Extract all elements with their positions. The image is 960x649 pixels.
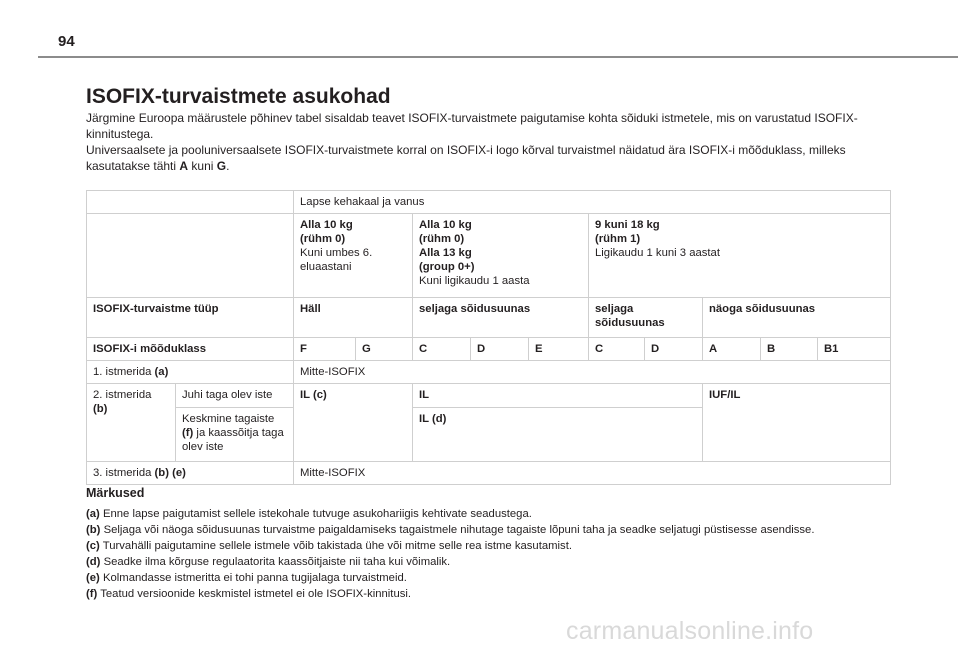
- row2-ref: (b): [93, 403, 108, 415]
- row2-il-d: IL (d): [413, 408, 703, 462]
- note-text: Teatud versioonide keskmistel istmetel ei ole ISOFIX-kinnitusi.: [97, 588, 412, 600]
- row3-label: [87, 462, 294, 485]
- note-item: [86, 522, 906, 538]
- note-text: Kolmandasse istmeritta ei tohi panna tugijalaga turvaistmeid.: [99, 572, 407, 584]
- class-cell: B1: [818, 338, 891, 361]
- type-cell: Häll: [294, 298, 413, 338]
- type-cell: seljaga sõidusuunas: [413, 298, 589, 338]
- row1-label-text: 1. istmerida: [93, 366, 155, 378]
- type-cell: näoga sõidusuunas: [703, 298, 891, 338]
- type-label: ISOFIX-turvaistme tüüp: [87, 298, 294, 338]
- class-cell: C: [413, 338, 471, 361]
- class-letter-a: A: [179, 159, 189, 173]
- class-cell: A: [703, 338, 761, 361]
- class-cell: G: [356, 338, 413, 361]
- row2-il-c: IL (c): [294, 384, 413, 462]
- note-key: (f): [86, 588, 98, 600]
- group-cell: [294, 214, 413, 298]
- row3-ref: (b) (e): [154, 467, 186, 479]
- group-cell: [589, 214, 891, 298]
- group-line: (rühm 0): [419, 233, 465, 245]
- class-cell: B: [761, 338, 818, 361]
- row2-sub2-text-after: ja kaassõitja taga olev iste: [182, 427, 284, 453]
- note-text: Seljaga või näoga sõidusuunas turvaistme paigaldamiseks tagaistmele nihutage tagaiste lõpuni taha ja seadke seljatugi püstisesse asendisse.: [100, 524, 815, 536]
- row3-value: Mitte-ISOFIX: [294, 462, 891, 485]
- table-row: [87, 384, 891, 408]
- row1-label: [87, 361, 294, 384]
- table-row: [87, 361, 891, 384]
- isofix-table: [86, 190, 891, 485]
- group-line: Alla 13 kg: [419, 247, 472, 259]
- note-text: Turvahälli paigutamine sellele istmele võib takistada ühe või mitme selle rea istme kasutamist.: [99, 540, 572, 552]
- group-desc: Kuni umbes 6. eluaastani: [300, 247, 373, 273]
- class-cell: F: [294, 338, 356, 361]
- note-text: Seadke ilma kõrguse regulaatorita kaassõitjaiste nii taha kui võimalik.: [100, 556, 451, 568]
- group-line: Alla 10 kg: [419, 219, 472, 231]
- group-line: Alla 10 kg: [300, 219, 353, 231]
- intro-kuni: kuni: [188, 159, 217, 173]
- class-cell: C: [589, 338, 645, 361]
- row2-label: [87, 384, 176, 462]
- intro-period: .: [226, 159, 230, 173]
- group-desc: Kuni ligikaudu 1 aasta: [419, 275, 530, 287]
- note-item: [86, 538, 906, 554]
- row2-il: IL: [413, 384, 703, 408]
- row2-label-text: 2. istmerida: [93, 389, 152, 401]
- intro-paragraph-2: [86, 142, 866, 174]
- row2-sub2-ref: (f): [182, 427, 194, 439]
- row1-value: Mitte-ISOFIX: [294, 361, 891, 384]
- note-key: (a): [86, 508, 100, 520]
- row2-sub1: Juhi taga olev iste: [176, 384, 294, 408]
- note-key: (e): [86, 572, 100, 584]
- weight-age-header: Lapse kehakaal ja vanus: [294, 191, 891, 214]
- class-cell: D: [471, 338, 529, 361]
- note-item: [86, 506, 906, 522]
- group-line: (rühm 0): [300, 233, 346, 245]
- row2-sub2-text: Keskmine tagaiste: [182, 413, 275, 425]
- group-cell: [413, 214, 589, 298]
- header-rule: [38, 56, 958, 58]
- note-key: (b): [86, 524, 101, 536]
- table-row: [87, 191, 891, 214]
- table-row: [87, 298, 891, 338]
- table-cell-empty: [87, 191, 294, 214]
- note-item: [86, 554, 906, 570]
- page-number: 94: [58, 33, 75, 50]
- class-label: ISOFIX-i mõõduklass: [87, 338, 294, 361]
- note-key: (d): [86, 556, 101, 568]
- row1-ref: (a): [154, 366, 169, 378]
- row2-iuf-il: IUF/IL: [703, 384, 891, 462]
- notes-list: [86, 506, 906, 602]
- note-item: [86, 586, 906, 602]
- note-text: Enne lapse paigutamist sellele istekohale tutvuge asukohariigis kehtivate seadustega.: [99, 508, 532, 520]
- table-row: [87, 338, 891, 361]
- group-line: (rühm 1): [595, 233, 641, 245]
- note-key: (c): [86, 540, 100, 552]
- table-cell-empty: [87, 214, 294, 298]
- type-cell: seljaga sõidusuunas: [589, 298, 703, 338]
- group-line: 9 kuni 18 kg: [595, 219, 660, 231]
- intro-text: [86, 110, 866, 174]
- row2-sub2: [176, 408, 294, 462]
- table-row: [87, 214, 891, 298]
- intro-paragraph-1: Järgmine Euroopa määrustele põhinev tabel sisaldab teavet ISOFIX-turvaistmete paigutamise kohta sõiduki istmetele, mis on varustatud ISOFIX-kinnitustega.: [86, 111, 858, 141]
- group-desc: Ligikaudu 1 kuni 3 aastat: [595, 247, 720, 259]
- class-letter-g: G: [216, 159, 227, 173]
- note-item: [86, 570, 906, 586]
- page-title: ISOFIX-turvaistmete asukohad: [86, 85, 391, 108]
- table-row: [87, 462, 891, 485]
- class-cell: D: [645, 338, 703, 361]
- watermark: carmanualsonline.info: [566, 617, 814, 645]
- intro-paragraph-2-text: Universaalsete ja pooluniversaalsete ISOFIX-turvaistmete korral on ISOFIX-i logo kõrval turvaistmel näidatud ära ISOFIX-i mõõduklass, milleks kasutatakse tähti: [86, 143, 846, 173]
- group-line: (group 0+): [419, 261, 475, 273]
- notes-title: Märkused: [86, 486, 145, 500]
- class-cell: E: [529, 338, 589, 361]
- row3-label-text: 3. istmerida: [93, 467, 155, 479]
